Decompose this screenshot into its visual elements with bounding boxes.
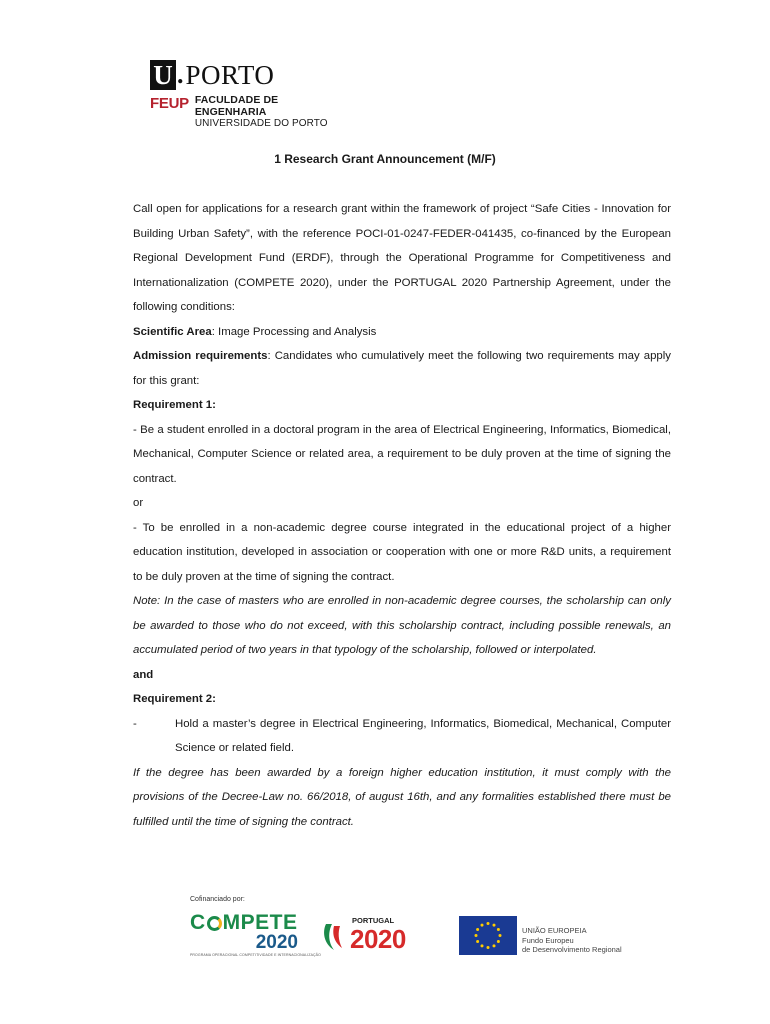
requirement-2-text: Hold a master’s degree in Electrical Engineering, Informatics, Biomedical, Mechanical, Computer Science or related field. [175,717,671,754]
requirement-1-option-b: - To be enrolled in a non-academic degree course integrated in the educational project of a higher education institution, developed in association or cooperation with one or more R&D units, a requirement to be duly proven at the time of signing the contract. [133,521,671,583]
eu-star [476,940,479,943]
feup-text: FEUP [150,95,189,112]
faculty-name [195,94,350,130]
or-separator: or [133,497,144,509]
uporto-wordmark [150,58,274,92]
eu-star [481,944,484,947]
admission-value: : Candidates who cumulatively meet the following two requirements may apply for this grant: [133,350,671,387]
compete-2020-logo [190,911,321,958]
compete-rest: MPETE [222,911,298,934]
masters-note: Note: In the case of masters who are enrolled in non-academic degree courses, the scholarship can only be awarded to those who do not exceed, with this scholarship contract, including possible renewals, an accumulated period of two years in that typology of the scholarship, followed or interpolated. [133,595,671,656]
u-letter-box: U [150,60,176,90]
document-title: 1 Research Grant Announcement (M/F) [274,152,496,166]
compete-ring-icon [207,916,222,931]
cofinanced-label: Cofinanciado por: [190,896,245,903]
portugal-2020-symbol-icon [322,920,348,952]
eu-star [476,928,479,931]
eu-star [487,922,490,925]
eu-fund-text [522,926,622,955]
eu-star [487,946,490,949]
portugal-2020-logo [322,914,440,956]
eu-star [493,924,496,927]
intro-paragraph: Call open for applications for a research grant within the framework of project “Safe Cities - Innovation for Building Urban Safety”, with the reference POCI-01-0247-FEDER-041435, co-financed by the European Regional Development Fund (ERDF), through the Operational Programme for Competitiveness and Internationalization (COMPETE 2020), under the PORTUGAL 2020 Partnership Agreement, under the following conditions: [133,203,671,313]
requirement-2-item [133,712,671,761]
requirement-2-dash: - [133,717,137,730]
porto-text: PORTO [185,59,275,90]
feup-wordmark [150,94,350,130]
requirement-1-option-a: - Be a student enrolled in a doctoral program in the area of Electrical Engineering, Informatics, Biomedical, Mechanical, Computer Science or related area, a requirement to be duly proven at the time of signing the contract. [133,423,671,485]
faculty-line-2: UNIVERSIDADE DO PORTO [194,118,328,129]
eu-star [497,940,500,943]
foreign-degree-note: If the degree has been awarded by a foreign higher education institution, it must comply with the provisions of the Decree-Law no. 66/2018, of august 16th, and any formalities established there must be fulfilled until the time of signing the contract. [133,766,671,828]
eu-star [475,934,478,937]
eu-line-2: Fundo Europeu [522,935,574,945]
admission-requirements [133,344,671,393]
scientific-area-value: : Image Processing and Analysis [211,325,377,338]
eu-flag-icon [459,916,517,955]
eu-line-1: UNIÃO EUROPEIA [522,926,587,935]
eu-star [497,928,500,931]
eu-star [493,944,496,947]
u-dot: . [177,60,184,89]
and-separator: and [133,668,154,681]
eu-line-3: de Desenvolvimento Regional [522,945,622,954]
compete-year: 2020 [255,932,298,953]
requirement-1-heading: Requirement 1: [133,399,216,411]
scientific-area [133,320,671,345]
uporto-feup-logo [150,58,350,129]
faculty-line-1: FACULDADE DE ENGENHARIA [194,94,279,118]
eu-star [499,934,502,937]
portugal-label: PORTUGAL [352,916,395,925]
admission-label: Admission requirements [133,350,268,362]
document-body [133,197,671,834]
compete-wordmark [190,912,308,934]
portugal-year: 2020 [350,924,406,954]
scientific-area-label: Scientific Area [133,325,212,338]
requirement-2-heading: Requirement 2: [133,693,216,705]
compete-subtitle: PROGRAMA OPERACIONAL COMPETITIVIDADE E INTERNACIONALIZAÇÃO [190,953,321,957]
eu-star [481,924,484,927]
compete-c: C [190,911,206,934]
